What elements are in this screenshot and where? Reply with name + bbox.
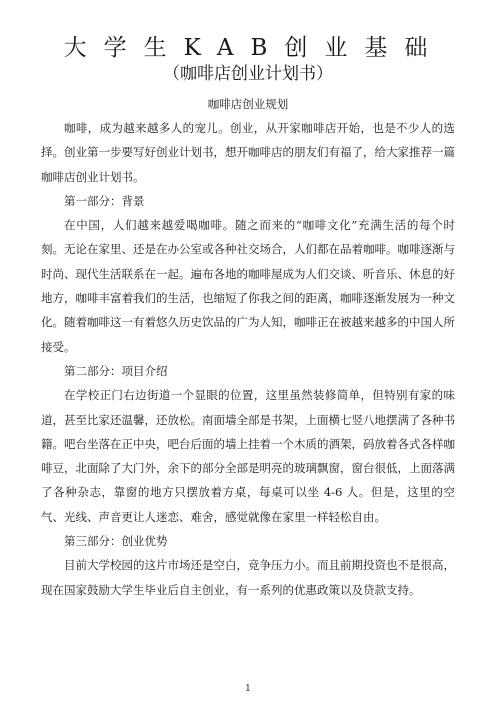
plan-label: 咖啡店创业规划 [207,97,289,111]
section-body-advantage: 目前大学校园的这片市场还是空白，竞争压力小。而且前期投资也不是很高，现在国家鼓励大学生毕业后自主创业，有一系列的优惠政策以及贷款支持。 [41,558,455,597]
document-subtitle: （咖啡店创业计划书） [163,64,333,84]
section-heading-advantage: 第三部分：创业优势 [64,534,168,549]
section-body-background: 在中国，人们越来越爱喝咖啡。随之而来的“咖啡文化”充满生活的每个时刻。无论在家里、还是在办公室或各种社交场合，人们都在品着咖啡。咖啡逐渐与时尚、现代生活联系在一起。遍布各地的咖啡屋成为人们交谈、听音乐、休息的好地方，咖啡丰富着我们的生活，也缩短了你我之间的距离，咖啡逐渐发展为一种文化。随着咖啡这一有着悠久历史饮品的广为人知，咖啡正在被越来越多的中国人所接受。 [41,218,455,354]
page-number: 1 [245,684,251,694]
section-body-project: 在学校正门右边街道一个显眼的位置，这里虽然装修简单，但特别有家的味道，甚至比家还温馨，还放松。南面墙全部是书架，上面横七竖八地摆满了各种书籍。吧台坐落在正中央，吧台后面的墙上挂着一个木质的酒架，码放着各式各样咖啡豆，北面除了大门外，余下的部分全部是明亮的玻璃飘窗，窗台很低，上面落满了各种杂志，靠窗的地方只摆放着方桌，每桌可以坐 4-6 人。但是，这里的空气、光线、声音更让人迷恋、难舍，感觉就像在家里一样轻松自由。 [41,388,455,524]
section-heading-project: 第二部分：项目介绍 [64,363,168,378]
intro-paragraph: 咖啡，成为越来越多人的宠儿。创业，从开家咖啡店开始，也是不少人的选择。创业第一步要写好创业计划书，想开咖啡店的朋友们有福了，给大家推荐一篇咖啡店创业计划书。 [41,121,455,184]
document-title: 大学生KAB创业基础 [63,35,445,61]
section-heading-background: 第一部分：背景 [64,193,145,208]
